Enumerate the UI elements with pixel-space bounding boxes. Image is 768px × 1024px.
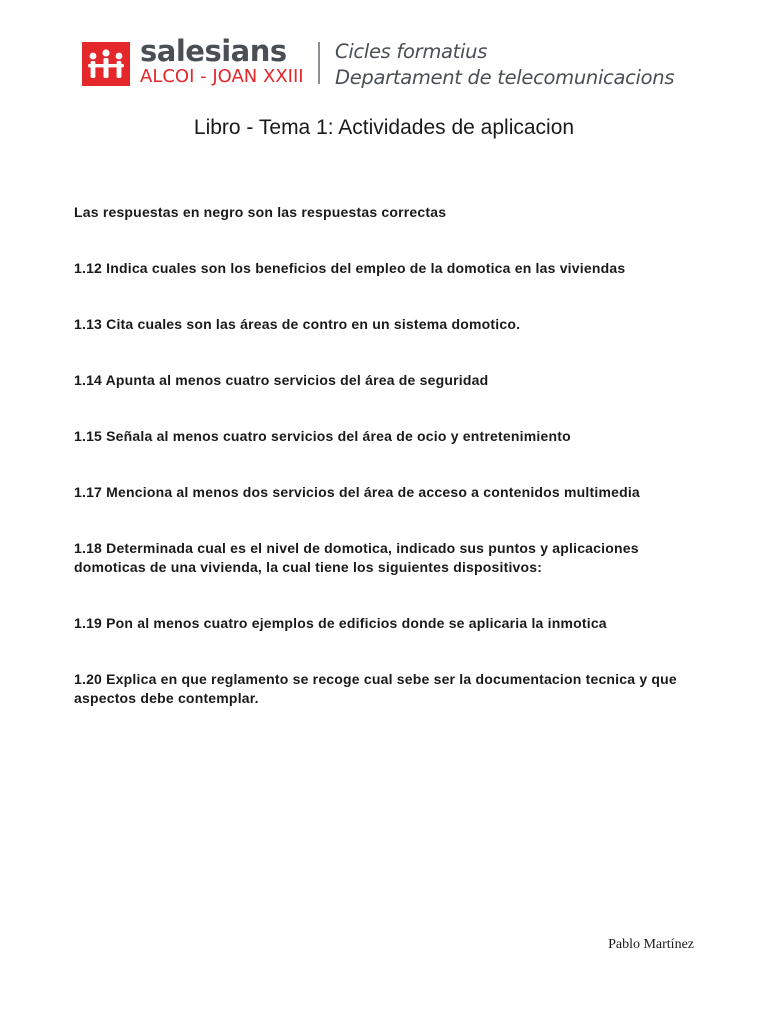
author-signature: Pablo Martínez bbox=[608, 937, 694, 952]
question-1-17: 1.17 Menciona al menos dos servicios del área de acceso a contenidos multimedia bbox=[74, 484, 640, 500]
question-1-15: 1.15 Señala al menos cuatro servicios del área de ocio y entretenimiento bbox=[74, 428, 571, 444]
page-title: Libro - Tema 1: Actividades de aplicacion bbox=[193, 116, 575, 139]
header-divider bbox=[318, 42, 320, 84]
document-body bbox=[74, 203, 698, 745]
question-1-18: 1.18 Determinada cual es el nivel de domotica, indicado sus puntos y aplicaciones domoticas de una vivienda, la cual tiene los siguientes dispositivos: bbox=[74, 540, 639, 575]
brand-name: salesians bbox=[140, 34, 287, 68]
document-header bbox=[82, 36, 692, 92]
department-line-1: Cicles formatius bbox=[335, 40, 488, 63]
question-1-19: 1.19 Pon al menos cuatro ejemplos de edificios donde se aplicaria la inmotica bbox=[74, 615, 607, 631]
question-1-12: 1.12 Indica cuales son los beneficios del empleo de la domotica en las viviendas bbox=[74, 260, 626, 276]
brand-subtitle: ALCOI - JOAN XXIII bbox=[140, 66, 304, 87]
question-1-20: 1.20 Explica en que reglamento se recoge cual sebe ser la documentacion tecnica y que aspectos debe contemplar. bbox=[74, 671, 677, 706]
salesians-logo-icon bbox=[82, 42, 130, 86]
department-line-2: Departament de telecomunicacions bbox=[335, 66, 675, 89]
intro-note: Las respuestas en negro son las respuestas correctas bbox=[74, 204, 447, 220]
question-1-13: 1.13 Cita cuales son las áreas de contro en un sistema domotico. bbox=[74, 316, 521, 332]
question-1-14: 1.14 Apunta al menos cuatro servicios del área de seguridad bbox=[74, 372, 489, 388]
